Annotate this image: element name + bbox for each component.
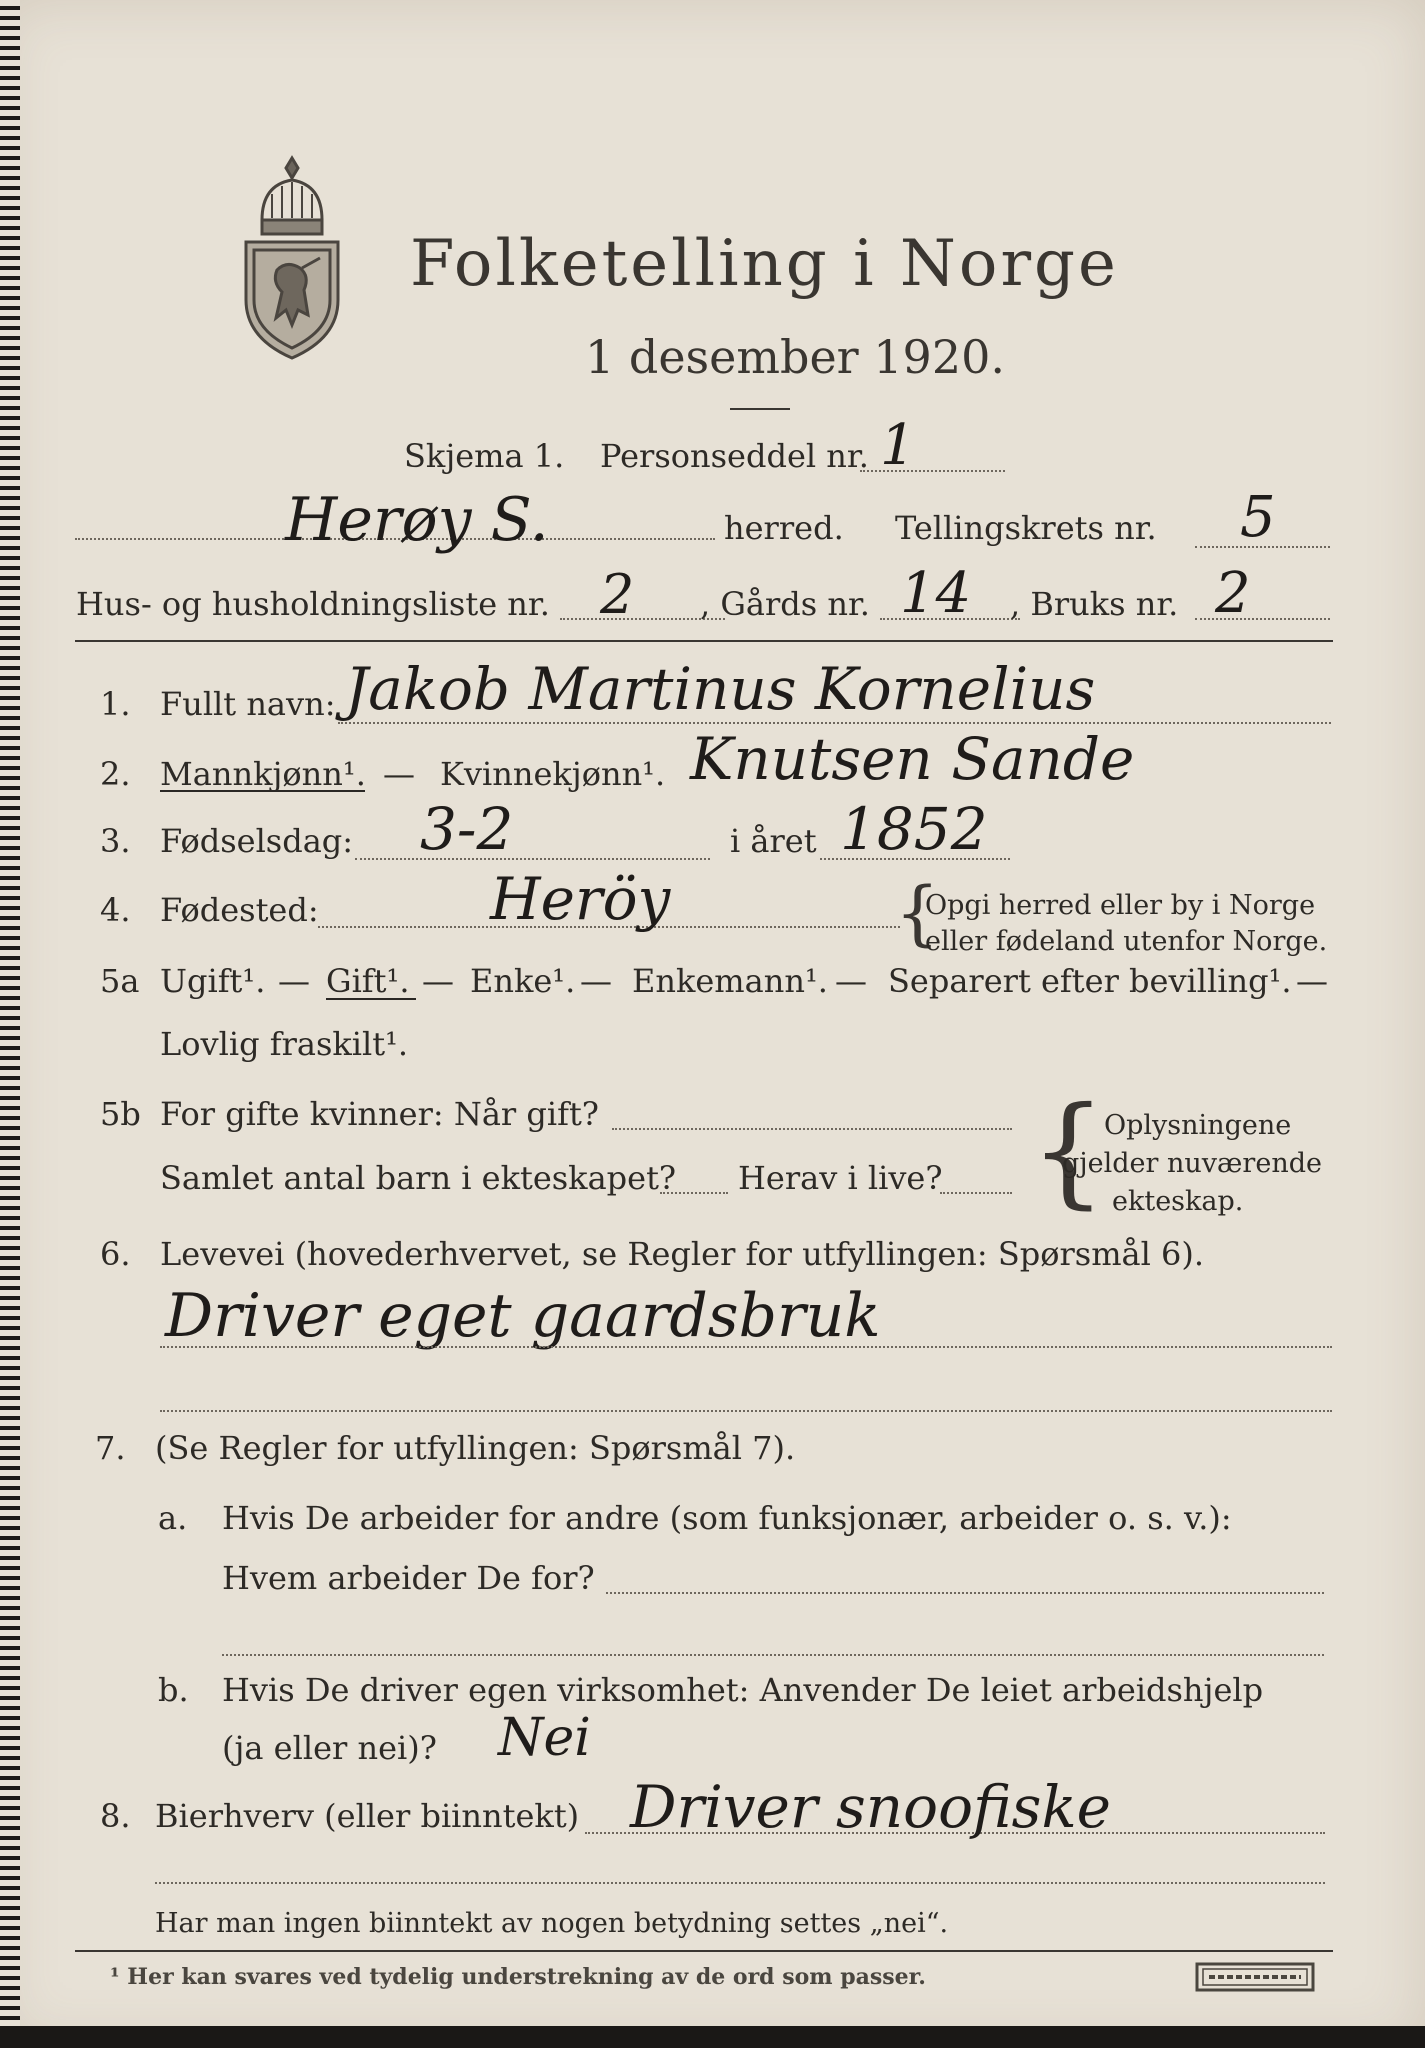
marriage-brace: { <box>1030 1082 1107 1221</box>
tellingskrets-value[interactable]: 5 <box>1240 485 1276 550</box>
occupation-value[interactable]: Driver eget gaardsbruk <box>165 1281 881 1351</box>
q5a-number: 5a <box>100 962 140 1000</box>
footer-rule <box>75 1950 1333 1952</box>
header-rule <box>75 640 1333 642</box>
q7a-label-1: Hvis De arbeider for andre (som funksjonær, arbeider o. s. v.): <box>222 1499 1232 1537</box>
q6-number: 6. <box>100 1235 131 1273</box>
skjema-label: Skjema 1. <box>404 437 565 475</box>
q5a-dash-2: — <box>422 962 454 1000</box>
census-date: 1 desember 1920. <box>585 330 1005 384</box>
occupation-line-2 <box>160 1410 1332 1412</box>
tellingskrets-label: Tellingskrets nr. <box>895 509 1157 547</box>
q4-number: 4. <box>100 891 131 929</box>
full-name-value[interactable]: Jakob Martinus Kornelius <box>345 655 1096 723</box>
hus-label: Hus- og husholdningsliste nr. <box>76 585 550 623</box>
q2-number: 2. <box>100 755 131 793</box>
herred-value[interactable]: Herøy S. <box>285 485 549 555</box>
q5a-dash-1: — <box>278 962 310 1000</box>
coat-of-arms-icon <box>232 150 352 365</box>
q8-label: Bierhverv (eller biinntekt) <box>155 1797 580 1835</box>
bruks-value[interactable]: 2 <box>1215 561 1251 626</box>
married-when-line <box>612 1128 1012 1130</box>
q1-label: Fullt navn: <box>160 685 336 723</box>
male-underline <box>160 790 365 792</box>
fraskilt-option[interactable]: Lovlig fraskilt¹. <box>160 1025 409 1063</box>
birthday-value[interactable]: 3-2 <box>420 795 514 863</box>
personseddel-label: Personseddel nr. <box>600 437 869 475</box>
gards-label: , Gårds nr. <box>700 585 870 623</box>
birthplace-value[interactable]: Heröy <box>490 865 671 933</box>
hired-help-value[interactable]: Nei <box>498 1708 591 1768</box>
marriage-note-1: Oplysningene <box>1104 1110 1292 1141</box>
q7-label: (Se Regler for utfyllingen: Spørsmål 7). <box>155 1429 796 1467</box>
birthplace-brace: { <box>895 872 940 954</box>
alive-line <box>940 1192 1012 1194</box>
q4-label: Fødested: <box>160 891 319 929</box>
birthplace-note-1: Opgi herred eller by i Norge <box>925 890 1316 921</box>
male-option[interactable]: Mannkjønn¹. <box>160 755 366 793</box>
birthday-line <box>355 858 710 860</box>
perforated-edge <box>0 0 20 2048</box>
q8-number: 8. <box>100 1797 131 1835</box>
gender-separator: — <box>383 755 415 793</box>
ugift-option[interactable]: Ugift¹. <box>160 962 266 1000</box>
marriage-note-2: gjelder nuværende <box>1062 1148 1322 1179</box>
separert-option[interactable]: Separert efter bevilling¹. <box>888 962 1292 1000</box>
title-divider <box>730 408 790 410</box>
q1-number: 1. <box>100 685 131 723</box>
alive-label: Herav i live? <box>738 1159 943 1197</box>
marriage-note-3: ekteskap. <box>1112 1186 1244 1217</box>
employer-line-1 <box>606 1592 1324 1594</box>
q7a-letter: a. <box>158 1499 188 1537</box>
children-line <box>660 1192 728 1194</box>
bottom-edge <box>0 2026 1425 2048</box>
q5a-dash-5: — <box>1296 962 1328 1000</box>
surname-value[interactable]: Knutsen Sande <box>690 725 1135 793</box>
gift-underline <box>326 998 416 1000</box>
herred-label: herred. <box>724 509 844 547</box>
q5b-number: 5b <box>100 1095 141 1133</box>
q5a-dash-3: — <box>580 962 612 1000</box>
birth-year-value[interactable]: 1852 <box>840 795 988 863</box>
side-income-value[interactable]: Driver snoofiske <box>630 1773 1111 1841</box>
footnote: ¹ Her kan svares ved tydelig understrekning av de ord som passer. <box>110 1964 926 1990</box>
birthplace-note-2: eller fødeland utenfor Norge. <box>925 926 1328 957</box>
q5a-dash-4: — <box>835 962 867 1000</box>
q7b-label-1: Hvis De driver egen virksomhet: Anvender De leiet arbeidshjelp <box>222 1671 1264 1709</box>
employer-line-2 <box>222 1654 1324 1656</box>
children-label: Samlet antal barn i ekteskapet? <box>160 1159 677 1197</box>
married-when-label: For gifte kvinner: Når gift? <box>160 1095 599 1133</box>
q3-number: 3. <box>100 822 131 860</box>
printer-stamp-icon <box>1195 1962 1315 1992</box>
hus-value[interactable]: 2 <box>600 563 635 626</box>
year-label: i året <box>730 822 817 860</box>
enke-option[interactable]: Enke¹. <box>470 962 576 1000</box>
q7a-label-2: Hvem arbeider De for? <box>222 1559 595 1597</box>
occupation-line-1 <box>160 1346 1332 1348</box>
personseddel-value[interactable]: 1 <box>880 413 916 478</box>
bruks-label: , Bruks nr. <box>1010 585 1179 623</box>
q7b-letter: b. <box>158 1671 189 1709</box>
gift-option[interactable]: Gift¹. <box>326 962 410 1000</box>
q7-number: 7. <box>95 1429 126 1467</box>
form-title: Folketelling i Norge <box>410 227 1119 301</box>
gards-value[interactable]: 14 <box>900 561 972 626</box>
enkemann-option[interactable]: Enkemann¹. <box>632 962 828 1000</box>
q3-label: Fødselsdag: <box>160 822 354 860</box>
female-option[interactable]: Kvinnekjønn¹. <box>440 755 666 793</box>
side-income-line-2 <box>155 1882 1325 1884</box>
side-income-note: Har man ingen biinntekt av nogen betydning settes „nei“. <box>155 1908 949 1939</box>
q7b-label-2: (ja eller nei)? <box>222 1729 437 1767</box>
q6-label: Levevei (hovederhvervet, se Regler for utfyllingen: Spørsmål 6). <box>160 1235 1205 1273</box>
